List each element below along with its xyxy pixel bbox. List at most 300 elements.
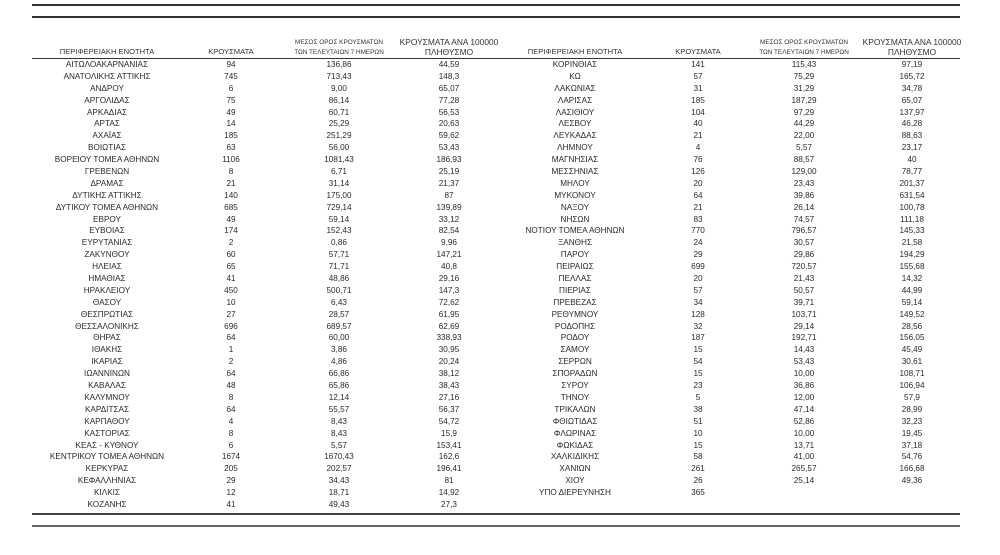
cell-cases: 63 xyxy=(226,143,236,153)
cell-cases: 64 xyxy=(693,190,703,200)
cell-cases: 1674 xyxy=(221,452,241,462)
table-row xyxy=(32,285,500,297)
cell-cases: 5 xyxy=(695,392,701,402)
cell-region: ΕΥΡΥΤΑΝΙΑΣ xyxy=(81,238,133,248)
cell-cases: 60 xyxy=(226,250,236,260)
cell-cases: 187 xyxy=(691,333,705,343)
cell-per100k: 9,96 xyxy=(441,238,457,248)
table-row xyxy=(32,416,500,428)
cell-per100k: 40 xyxy=(907,155,917,165)
table-row xyxy=(32,83,500,95)
cell-cases: 64 xyxy=(226,333,236,343)
cell-avg7: 29,86 xyxy=(793,250,815,260)
cell-per100k: 166,68 xyxy=(899,464,925,474)
cell-cases: 205 xyxy=(224,464,238,474)
cell-region: ΧΑΝΙΩΝ xyxy=(559,464,591,474)
cell-per100k: 72,62 xyxy=(438,297,460,307)
header-avg7 xyxy=(746,38,862,57)
cell-per100k: 631,54 xyxy=(899,190,925,200)
cell-per100k: 62,69 xyxy=(438,321,460,331)
cell-per100k: 21,58 xyxy=(901,238,923,248)
cell-region: ΜΗΛΟΥ xyxy=(560,178,590,188)
cell-per100k: 156,05 xyxy=(899,333,925,343)
header-per100k-line2: ΠΛΗΘΥΣΜΟ xyxy=(887,47,937,57)
table-row xyxy=(32,344,500,356)
table-row xyxy=(32,392,500,404)
cell-cases: 15 xyxy=(693,369,703,379)
table-row xyxy=(32,225,500,237)
cell-per100k: 37,18 xyxy=(901,440,923,450)
cell-avg7: 57,71 xyxy=(328,250,350,260)
cell-region: ΣΠΟΡΑΔΩΝ xyxy=(552,369,598,379)
cell-region: ΕΒΡΟΥ xyxy=(93,214,121,224)
cell-per100k: 32,23 xyxy=(901,416,923,426)
cell-avg7: 49,43 xyxy=(328,499,350,509)
cell-region: ΝΟΤΙΟΥ ΤΟΜΕΑ ΑΘΗΝΩΝ xyxy=(525,226,625,236)
table-row xyxy=(32,332,500,344)
cell-avg7: 53,43 xyxy=(793,357,815,367)
cell-region: ΘΕΣΣΑΛΟΝΙΚΗΣ xyxy=(75,321,139,331)
cell-avg7: 115,43 xyxy=(791,60,817,69)
cell-cases: 83 xyxy=(693,214,703,224)
top-rule-2 xyxy=(32,16,960,18)
cell-per100k: 162,6 xyxy=(438,452,460,462)
cell-region: ΡΟΔΟΥ xyxy=(560,333,590,343)
cell-region: ΞΑΝΘΗΣ xyxy=(557,238,593,248)
table-body-left xyxy=(32,59,500,511)
cell-region: ΚΩ xyxy=(569,71,581,81)
cell-cases: 128 xyxy=(691,309,705,319)
table-row xyxy=(32,261,500,273)
cell-per100k: 186,93 xyxy=(436,155,462,165)
table-row xyxy=(500,463,960,475)
header-per100k xyxy=(862,37,962,57)
cell-region: ΤΡΙΚΑΛΩΝ xyxy=(554,404,596,414)
cell-cases: 76 xyxy=(693,155,703,165)
table-row xyxy=(32,380,500,392)
cell-avg7: 8,43 xyxy=(331,416,347,426)
cell-avg7: 59,14 xyxy=(328,214,350,224)
cell-avg7: 74,57 xyxy=(793,214,815,224)
table-row xyxy=(500,428,960,440)
table-row xyxy=(500,59,960,71)
header-avg7-line2: ΤΩΝ ΤΕΛΕΥΤΑΙΩΝ 7 ΗΜΕΡΩΝ xyxy=(294,48,384,56)
cell-region: ΣΥΡΟΥ xyxy=(561,381,589,391)
cell-region: ΠΑΡΟΥ xyxy=(560,250,590,260)
cell-avg7: 88,57 xyxy=(793,155,815,165)
cell-cases: 26 xyxy=(693,476,703,486)
cell-avg7: 66,86 xyxy=(328,369,350,379)
cell-cases: 696 xyxy=(224,321,238,331)
table-right-half xyxy=(500,30,960,499)
cell-cases: 75 xyxy=(226,95,236,105)
cell-cases: 64 xyxy=(226,404,236,414)
cell-region: ΘΕΣΠΡΩΤΙΑΣ xyxy=(80,309,134,319)
cell-per100k: 29,16 xyxy=(438,274,460,284)
cell-avg7: 152,43 xyxy=(326,226,352,236)
cell-avg7: 10,00 xyxy=(793,428,815,438)
cell-per100k: 100,78 xyxy=(899,202,925,212)
cell-avg7: 175,00 xyxy=(326,190,352,200)
cell-avg7: 796,57 xyxy=(791,226,817,236)
header-per100k-line1: ΚΡΟΥΣΜΑΤΑ ΑΝΑ 100000 xyxy=(399,37,499,47)
cell-cases: 1 xyxy=(228,345,234,355)
cell-region: ΚΕΡΚΥΡΑΣ xyxy=(85,464,129,474)
cell-region: ΔΥΤΙΚΗΣ ΑΤΤΙΚΗΣ xyxy=(72,190,142,200)
cell-avg7: 103,71 xyxy=(791,309,817,319)
table-row xyxy=(32,451,500,463)
cell-per100k: 53,43 xyxy=(438,143,460,153)
table-row xyxy=(32,142,500,154)
cell-cases: 21 xyxy=(226,178,236,188)
table-row xyxy=(500,380,960,392)
cell-region: ΜΕΣΣΗΝΙΑΣ xyxy=(551,167,599,177)
header-avg7-line1: ΜΕΣΟΣ ΟΡΟΣ ΚΡΟΥΣΜΑΤΩΝ xyxy=(760,39,848,46)
cell-region: ΡΕΘΥΜΝΟΥ xyxy=(551,309,599,319)
cell-region: ΠΕΛΛΑΣ xyxy=(558,274,592,284)
cell-region: ΚΑΡΠΑΘΟΥ xyxy=(84,416,130,426)
cell-avg7: 187,29 xyxy=(791,95,817,105)
table-row xyxy=(32,321,500,333)
cell-per100k: 34,78 xyxy=(901,83,923,93)
cell-cases: 29 xyxy=(226,476,236,486)
cell-avg7: 265,57 xyxy=(791,464,817,474)
cell-region: ΑΡΤΑΣ xyxy=(94,119,120,129)
table-row xyxy=(500,142,960,154)
cell-cases: 49 xyxy=(226,214,236,224)
cell-per100k: 82,54 xyxy=(438,226,460,236)
cell-region: ΛΗΜΝΟΥ xyxy=(557,143,593,153)
cell-cases: 745 xyxy=(224,71,238,81)
header-region: ΠΕΡΙΦΕΡΕΙΑΚΗ ΕΝΟΤΗΤΑ xyxy=(527,47,623,56)
cell-avg7: 4,86 xyxy=(331,357,347,367)
cell-per100k: 165,72 xyxy=(899,71,925,81)
table-row xyxy=(32,487,500,499)
cell-avg7: 25,29 xyxy=(328,119,350,129)
cell-cases: 4 xyxy=(695,143,701,153)
cell-cases: 65 xyxy=(226,262,236,272)
cell-avg7: 29,14 xyxy=(793,321,815,331)
cell-cases: 41 xyxy=(226,499,236,509)
table-row xyxy=(500,392,960,404)
cell-avg7: 34,43 xyxy=(328,476,350,486)
cell-cases: 57 xyxy=(693,285,703,295)
cell-per100k: 149,52 xyxy=(899,309,925,319)
cell-cases: 23 xyxy=(693,381,703,391)
cell-avg7: 14,43 xyxy=(793,345,815,355)
header-per100k xyxy=(398,37,500,57)
cell-cases: 21 xyxy=(693,131,703,141)
cell-region: ΝΗΣΩΝ xyxy=(560,214,590,224)
cell-avg7: 202,57 xyxy=(326,464,352,474)
cell-avg7: 31,29 xyxy=(793,83,815,93)
cell-cases: 141 xyxy=(691,60,705,69)
table-row xyxy=(32,107,500,119)
cell-per100k: 21,37 xyxy=(438,178,460,188)
cell-per100k: 38,43 xyxy=(438,381,460,391)
table-row xyxy=(500,332,960,344)
cell-region: ΛΑΚΩΝΙΑΣ xyxy=(554,83,596,93)
header-per100k-line2: ΠΛΗΘΥΣΜΟ xyxy=(424,47,474,57)
table-row xyxy=(32,297,500,309)
cell-avg7: 86,14 xyxy=(328,95,350,105)
table-row xyxy=(500,368,960,380)
cell-per100k: 14,92 xyxy=(438,488,460,498)
cell-avg7: 30,57 xyxy=(793,238,815,248)
cell-per100k: 147,21 xyxy=(436,250,462,260)
table-row xyxy=(500,83,960,95)
cell-cases: 1106 xyxy=(222,155,240,165)
cell-cases: 64 xyxy=(226,369,236,379)
table-row xyxy=(32,237,500,249)
cell-cases: 8 xyxy=(228,167,234,177)
table-row xyxy=(500,309,960,321)
table-header-right xyxy=(500,30,960,59)
cell-cases: 450 xyxy=(224,285,238,295)
cell-region: ΠΡΕΒΕΖΑΣ xyxy=(553,297,597,307)
table-body-right xyxy=(500,59,960,499)
cell-region: ΦΛΩΡΙΝΑΣ xyxy=(553,428,597,438)
cell-region: ΕΥΒΟΙΑΣ xyxy=(89,226,125,236)
cell-avg7: 41,00 xyxy=(793,452,815,462)
table-row xyxy=(32,428,500,440)
cell-per100k: 54,72 xyxy=(438,416,460,426)
cell-region: ΧΙΟΥ xyxy=(565,476,585,486)
cell-region: ΘΑΣΟΥ xyxy=(92,297,122,307)
cell-region: ΚΕΑΣ - ΚΥΘΝΟΥ xyxy=(75,440,139,450)
cell-per100k: 45,49 xyxy=(901,345,923,355)
cell-cases: 10 xyxy=(693,428,703,438)
header-per100k-line1: ΚΡΟΥΣΜΑΤΑ ΑΝΑ 100000 xyxy=(862,37,962,47)
cell-region: ΚΕΝΤΡΙΚΟΥ ΤΟΜΕΑ ΑΘΗΝΩΝ xyxy=(49,452,165,462)
cell-avg7: 689,57 xyxy=(326,321,352,331)
top-rule-1 xyxy=(32,4,960,6)
cell-region: ΙΘΑΚΗΣ xyxy=(91,345,123,355)
cell-region: ΔΡΑΜΑΣ xyxy=(90,178,124,188)
cell-cases: 27 xyxy=(226,309,236,319)
table-row xyxy=(32,95,500,107)
table-row xyxy=(500,404,960,416)
cell-region: ΣΕΡΡΩΝ xyxy=(558,357,592,367)
cell-avg7: 0,86 xyxy=(331,238,347,248)
table-row xyxy=(500,249,960,261)
cell-avg7: 21,43 xyxy=(793,274,815,284)
cell-per100k: 97,19 xyxy=(901,60,923,69)
cell-cases: 2 xyxy=(228,238,234,248)
cell-region: ΛΑΡΙΣΑΣ xyxy=(557,95,593,105)
cell-cases: 2 xyxy=(228,357,234,367)
cell-avg7: 26,14 xyxy=(793,202,815,212)
cell-per100k: 111,18 xyxy=(900,214,924,224)
table-row xyxy=(32,214,500,226)
cell-per100k: 137,97 xyxy=(899,107,925,117)
cell-per100k: 30,61 xyxy=(901,357,923,367)
table-row xyxy=(32,356,500,368)
cell-avg7: 23,43 xyxy=(793,178,815,188)
table-row xyxy=(500,118,960,130)
cell-per100k: 65,07 xyxy=(438,83,460,93)
cell-per100k: 25,19 xyxy=(438,167,460,177)
cell-cases: 57 xyxy=(693,71,703,81)
table-row xyxy=(500,440,960,452)
cell-cases: 20 xyxy=(693,178,703,188)
cell-cases: 15 xyxy=(693,345,703,355)
cell-per100k: 338,93 xyxy=(436,333,462,343)
cell-region: ΗΛΕΙΑΣ xyxy=(92,262,122,272)
table-row xyxy=(500,356,960,368)
cell-cases: 31 xyxy=(693,83,703,93)
cell-avg7: 9,00 xyxy=(331,83,347,93)
cell-cases: 34 xyxy=(693,297,703,307)
cell-avg7: 28,57 xyxy=(328,309,350,319)
cell-region: ΚΑΛΥΜΝΟΥ xyxy=(84,392,130,402)
cell-cases: 41 xyxy=(226,274,236,284)
cell-avg7: 97,29 xyxy=(793,107,815,117)
table-row xyxy=(32,59,500,71)
cell-region: ΤΗΝΟΥ xyxy=(560,392,590,402)
cell-avg7: 56,00 xyxy=(328,143,350,153)
cell-cases: 29 xyxy=(693,250,703,260)
cell-cases: 12 xyxy=(226,488,236,498)
cell-region: ΜΥΚΟΝΟΥ xyxy=(554,190,596,200)
cell-avg7: 192,71 xyxy=(791,333,817,343)
cell-cases: 770 xyxy=(691,226,705,236)
cell-per100k: 49,36 xyxy=(901,476,923,486)
cell-per100k: 27,16 xyxy=(438,392,460,402)
cell-region: ΚΟΖΑΝΗΣ xyxy=(87,499,127,509)
table-row xyxy=(32,309,500,321)
cell-avg7: 31,14 xyxy=(328,178,350,188)
cell-per100k: 20,24 xyxy=(438,357,460,367)
cell-per100k: 40,8 xyxy=(441,262,457,272)
table-row xyxy=(500,475,960,487)
cell-avg7: 39,71 xyxy=(793,297,815,307)
cell-avg7: 47,14 xyxy=(793,404,815,414)
cell-avg7: 55,57 xyxy=(328,404,350,414)
cell-cases: 174 xyxy=(224,226,238,236)
cell-per100k: 139,89 xyxy=(436,202,462,212)
cell-per100k: 28,56 xyxy=(901,321,923,331)
table-row xyxy=(500,261,960,273)
table-row xyxy=(32,178,500,190)
cell-cases: 14 xyxy=(226,119,236,129)
cell-avg7: 1081,43 xyxy=(324,155,354,165)
cell-region: ΑΡΓΟΛΙΔΑΣ xyxy=(84,95,130,105)
cell-avg7: 3,86 xyxy=(331,345,347,355)
table-row xyxy=(500,71,960,83)
table-row xyxy=(32,499,500,511)
table-row xyxy=(500,416,960,428)
cell-cases: 32 xyxy=(693,321,703,331)
table-row xyxy=(32,249,500,261)
cell-region: ΚΑΡΔΙΤΣΑΣ xyxy=(84,404,130,414)
bottom-rule-1 xyxy=(32,513,960,515)
cell-avg7: 25,14 xyxy=(793,476,815,486)
cell-region: ΒΟΡΕΙΟΥ ΤΟΜΕΑ ΑΘΗΝΩΝ xyxy=(54,155,160,165)
cell-region: ΙΚΑΡΙΑΣ xyxy=(91,357,123,367)
table-row xyxy=(500,95,960,107)
table-row xyxy=(500,214,960,226)
cell-region: ΦΘΙΩΤΙΔΑΣ xyxy=(552,416,598,426)
cell-per100k: 46,28 xyxy=(901,119,923,129)
table-row xyxy=(500,487,960,499)
cell-avg7: 75,29 xyxy=(793,71,815,81)
cell-region: ΚΙΛΚΙΣ xyxy=(93,488,120,498)
table-row xyxy=(32,273,500,285)
cell-per100k: 88,63 xyxy=(901,131,923,141)
table-left-half xyxy=(32,30,500,511)
cell-region: ΝΑΞΟΥ xyxy=(560,202,590,212)
cell-avg7: 18,71 xyxy=(328,488,350,498)
table-row xyxy=(500,285,960,297)
cell-per100k: 153,41 xyxy=(436,440,462,450)
cell-cases: 104 xyxy=(691,107,705,117)
header-avg7-line1: ΜΕΣΟΣ ΟΡΟΣ ΚΡΟΥΣΜΑΤΩΝ xyxy=(295,39,383,46)
table-row xyxy=(500,178,960,190)
cell-per100k: 15,9 xyxy=(441,428,457,438)
cell-per100k: 108,71 xyxy=(899,369,925,379)
cell-cases: 20 xyxy=(693,274,703,284)
header-avg7 xyxy=(280,38,398,57)
table-row xyxy=(32,475,500,487)
cell-cases: 54 xyxy=(693,357,703,367)
table-row xyxy=(500,225,960,237)
cell-region: ΥΠΟ ΔΙΕΡΕΥΝΗΣΗ xyxy=(539,488,611,498)
header-cases: ΚΡΟΥΣΜΑΤΑ xyxy=(675,47,721,56)
cell-avg7: 720,57 xyxy=(791,262,817,272)
cell-region: ΣΑΜΟΥ xyxy=(560,345,590,355)
cell-region: ΑΡΚΑΔΙΑΣ xyxy=(86,107,128,117)
cell-cases: 8 xyxy=(228,428,234,438)
cell-per100k: 87 xyxy=(444,190,454,200)
cell-region: ΠΕΙΡΑΙΩΣ xyxy=(556,262,594,272)
cell-avg7: 129,00 xyxy=(791,167,817,177)
cell-region: ΠΙΕΡΙΑΣ xyxy=(559,285,591,295)
table-row xyxy=(32,440,500,452)
table-row xyxy=(500,344,960,356)
cell-avg7: 136,86 xyxy=(326,60,352,69)
cell-avg7: 6,43 xyxy=(331,297,347,307)
cell-per100k: 155,68 xyxy=(899,262,925,272)
cell-per100k: 196,41 xyxy=(436,464,462,474)
table-row xyxy=(32,118,500,130)
table-header-left xyxy=(32,30,500,59)
cell-avg7: 50,57 xyxy=(793,285,815,295)
cell-per100k: 54,76 xyxy=(901,452,923,462)
table-row xyxy=(32,71,500,83)
cell-cases: 40 xyxy=(693,119,703,129)
cell-region: ΗΜΑΘΙΑΣ xyxy=(88,274,126,284)
cell-per100k: 59,14 xyxy=(901,297,923,307)
cell-per100k: 20,63 xyxy=(438,119,460,129)
cell-cases: 140 xyxy=(224,190,238,200)
cell-region: ΜΑΓΝΗΣΙΑΣ xyxy=(551,155,599,165)
cell-per100k: 145,33 xyxy=(899,226,925,236)
cell-cases: 21 xyxy=(693,202,703,212)
cell-avg7: 5,57 xyxy=(796,143,812,153)
cell-cases: 261 xyxy=(691,464,705,474)
cell-avg7: 8,43 xyxy=(331,428,347,438)
cell-avg7: 22,00 xyxy=(793,131,815,141)
cell-region: ΒΟΙΩΤΙΑΣ xyxy=(87,143,127,153)
cell-region: ΑΝΔΡΟΥ xyxy=(90,83,124,93)
table-row xyxy=(500,166,960,178)
cell-region: ΚΑΣΤΟΡΙΑΣ xyxy=(84,428,130,438)
cell-region: ΚΕΦΑΛΛΗΝΙΑΣ xyxy=(77,476,137,486)
cell-per100k: 57,9 xyxy=(904,392,920,402)
cell-avg7: 13,71 xyxy=(793,440,815,450)
cell-per100k: 148,3 xyxy=(438,71,460,81)
